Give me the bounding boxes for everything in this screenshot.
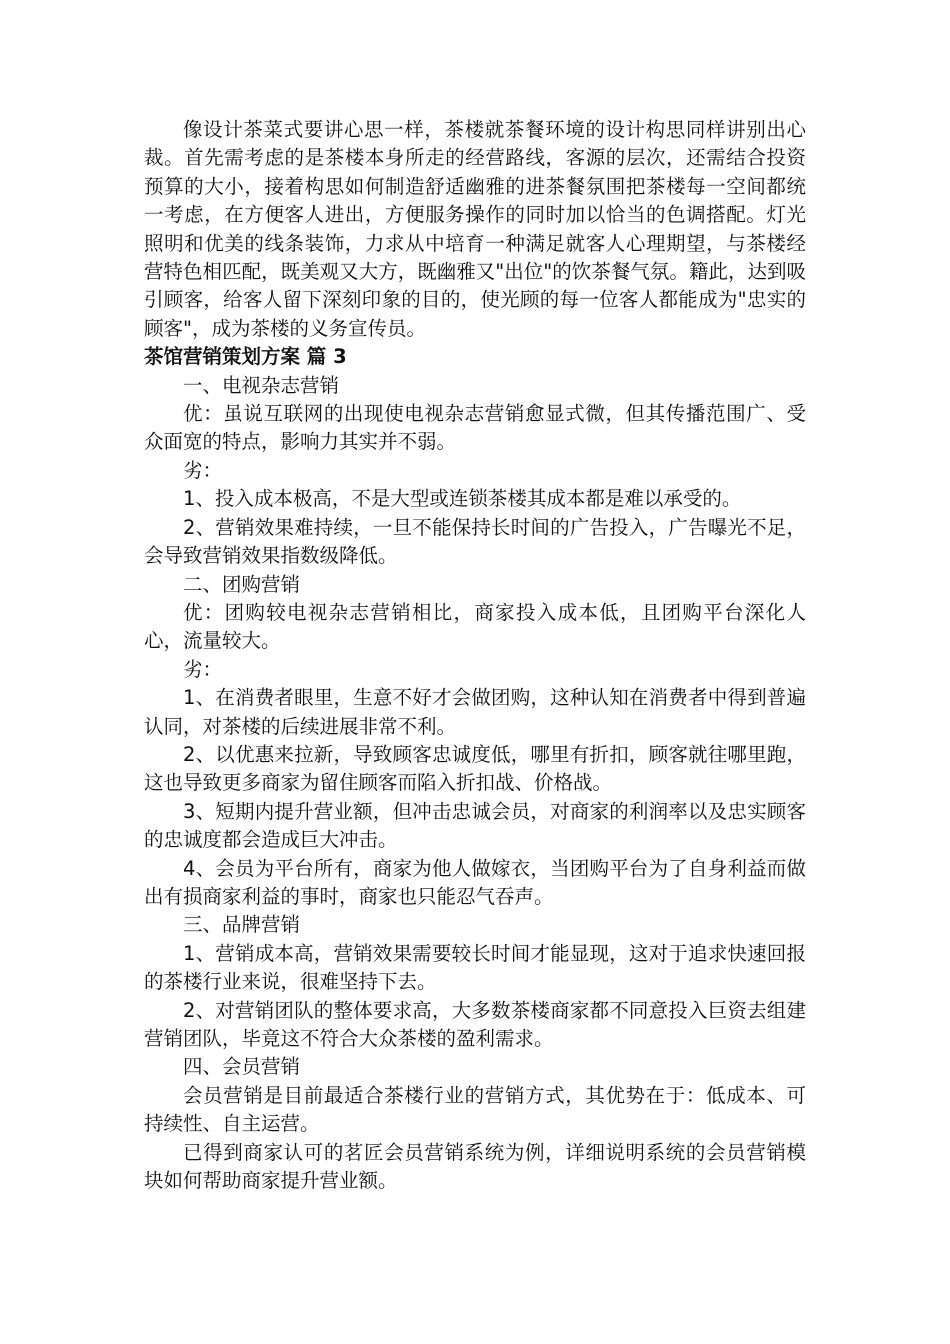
paragraph: 2、对营销团队的整体要求高，大多数茶楼商家都不同意投入巨资去组建营销团队，毕竟这不符合大众茶楼的盈利需求。 [144,998,806,1050]
paragraph: 1、营销成本高，营销效果需要较长时间才能显现，这对于追求快速回报的茶楼行业来说，很难坚持下去。 [144,941,806,994]
paragraph: 一、电视杂志营销 [183,373,340,397]
paragraph: 1、投入成本极高，不是大型或连锁茶楼其成本都是难以承受的。 [183,487,742,511]
paragraph: 优：团购较电视杂志营销相比，商家投入成本低，且团购平台深化人心，流量较大。 [144,600,806,653]
paragraph: 2、营销效果难持续，一旦不能保持长时间的广告投入，广告曝光不足，会导致营销效果指数级降低。 [144,515,806,568]
paragraph: 劣： [183,458,223,482]
paragraph: 四、会员营销 [183,1055,301,1079]
paragraph: 像设计茶菜式要讲心思一样，茶楼就茶餐环境的设计构思同样讲别出心裁。首先需考虑的是茶楼本身所走的经营路线，客源的层次，还需结合投资预算的大小，接着构思如何制造舒适幽雅的进茶餐氛围把茶楼每一空间都统一考虑，在方便客人进出，方便服务操作的同时加以恰当的色调搭配。灯光照明和优美的线条装饰，力求从中培育一种满足就客人心理期望，与茶楼经营特色相匹配，既美观又大方，既幽雅又"出位"的饮茶餐气氛。籍此，达到吸引顾客，给客人留下深刻印象的目的，使光顾的每一位客人都能成为"忠实的顾客"，成为茶楼的义务宣传员。 [144,118,806,340]
paragraph: 劣： [183,657,223,681]
paragraph: 三、品牌营销 [183,913,301,937]
paragraph: 优：虽说互联网的出现使电视杂志营销愈显式微，但其传播范围广、受众面宽的特点，影响力其实并不弱。 [144,402,806,454]
paragraph: 3、短期内提升营业额，但冲击忠诚会员，对商家的利润率以及忠实顾客的忠诚度都会造成巨大冲击。 [144,799,806,852]
paragraph: 2、以优惠来拉新，导致顾客忠诚度低，哪里有折扣，顾客就往哪里跑，这也导致更多商家为留住顾客而陷入折扣战、价格战。 [144,742,806,795]
paragraph: 1、在消费者眼里，生意不好才会做团购，这种认知在消费者中得到普遍认同，对茶楼的后续进展非常不利。 [144,686,806,738]
document-body [144,116,806,1195]
paragraph: 已得到商家认可的茗匠会员营销系统为例，详细说明系统的会员营销模块如何帮助商家提升营业额。 [144,1140,806,1193]
paragraph: 二、团购营销 [183,572,301,596]
paragraph: 会员营销是目前最适合茶楼行业的营销方式，其优势在于：低成本、可持续性、自主运营。 [144,1083,806,1136]
section-heading: 茶馆营销策划方案 篇 3 [144,345,347,369]
paragraph: 4、会员为平台所有，商家为他人做嫁衣，当团购平台为了自身利益而做出有损商家利益的事时，商家也只能忍气吞声。 [144,856,806,908]
